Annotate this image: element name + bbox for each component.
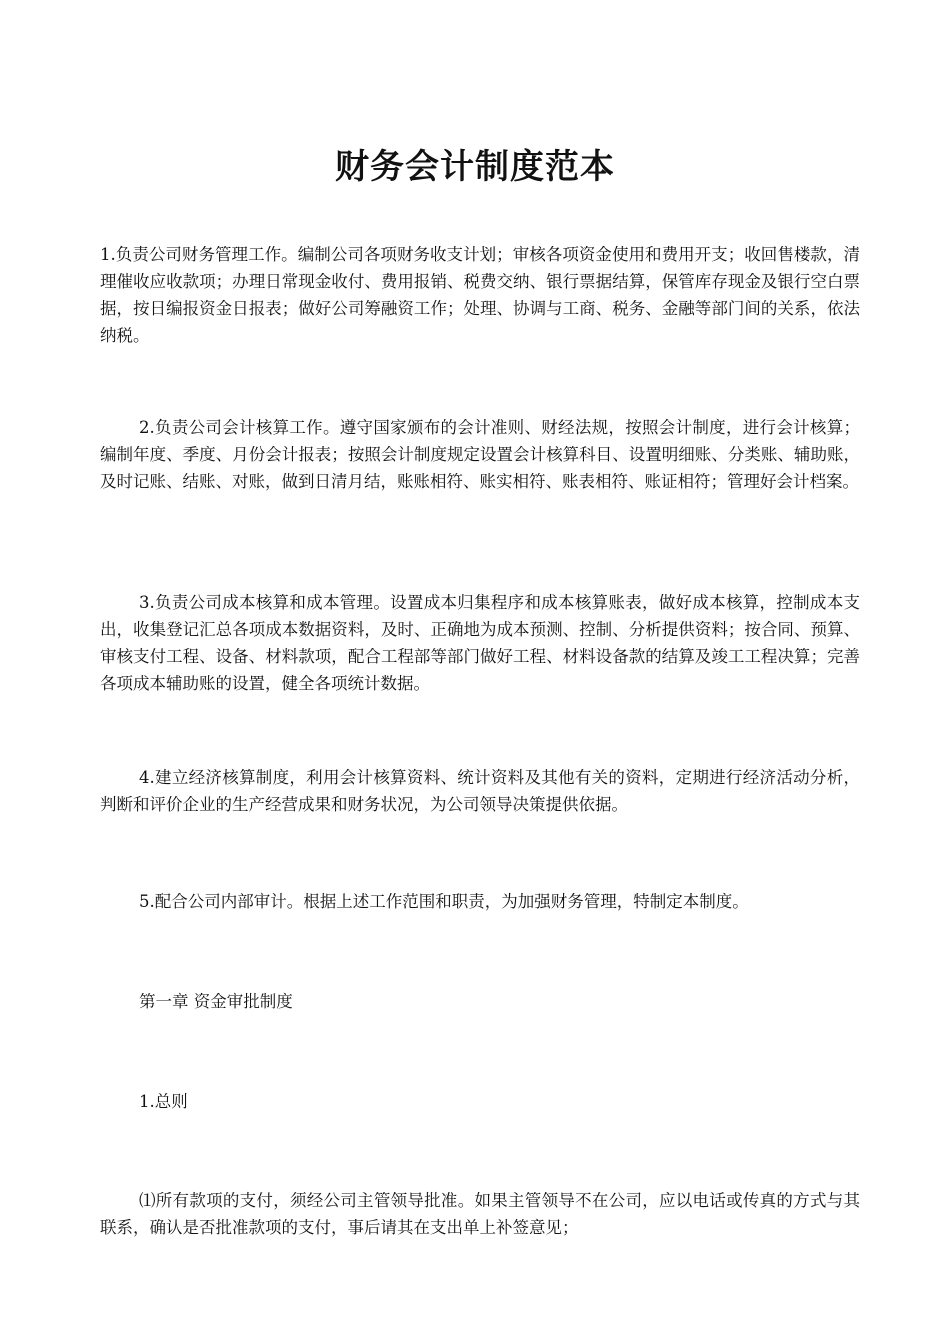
paragraph-4: 4.建立经济核算制度，利用会计核算资料、统计资料及其他有关的资料，定期进行经济活动分析，判断和评价企业的生产经营成果和财务状况，为公司领导决策提供依据。	[100, 768, 860, 814]
paragraph-1: 1.负责公司财务管理工作。编制公司各项财务收支计划；审核各项资金使用和费用开支；收回售楼款，清理催收应收款项；办理日常现金收付、费用报销、税费交纳、银行票据结算，保管库存现金及银行空白票据，按日编报资金日报表；做好公司筹融资工作；处理、协调与工商、税务、金融等部门间的关系，依法纳税。	[100, 245, 860, 345]
section-heading: 1.总则	[139, 1092, 188, 1111]
paragraph-5: 5.配合公司内部审计。根据上述工作范围和职责，为加强财务管理，特制定本制度。	[139, 892, 749, 911]
document-title: 财务会计制度范本	[335, 147, 615, 187]
chapter-heading: 第一章 资金审批制度	[139, 992, 293, 1011]
paragraph-3: 3.负责公司成本核算和成本管理。设置成本归集程序和成本核算账表，做好成本核算，控制成本支出，收集登记汇总各项成本数据资料，及时、正确地为成本预测、控制、分析提供资料；按合同、预算、审核支付工程、设备、材料款项，配合工程部等部门做好工程、材料设备款的结算及竣工工程决算；完善各项成本辅助账的设置，健全各项统计数据。	[100, 593, 860, 693]
paragraph-clause-1: ⑴所有款项的支付，须经公司主管领导批准。如果主管领导不在公司，应以电话或传真的方式与其联系，确认是否批准款项的支付，事后请其在支出单上补签意见；	[100, 1191, 860, 1237]
paragraph-2: 2.负责公司会计核算工作。遵守国家颁布的会计准则、财经法规，按照会计制度，进行会计核算；编制年度、季度、月份会计报表；按照会计制度规定设置会计核算科目、设置明细账、分类账、辅助账，及时记账、结账、对账，做到日清月结，账账相符、账实相符、账表相符、账证相符；管理好会计档案。	[100, 418, 860, 491]
